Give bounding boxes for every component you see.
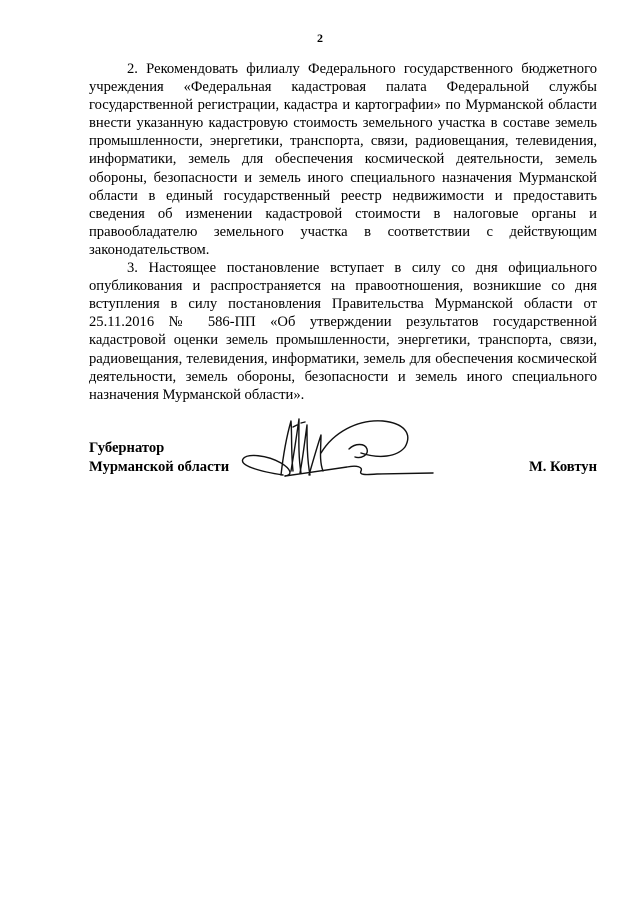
paragraph-2: 2. Рекомендовать филиалу Федерального государственного бюджетного учреждения «Федеральная кадастровая палата Федеральной службы государственной регистрации, кадастра и картографии» по Мурманской области внести указанную кадастровую стоимость земельного участка в составе земель промышленности, энергетики, транспорта, связи, радиовещания, телевидения, информатики, земель для обеспечения космической деятельности, земель обороны, безопасности и земель иного специального назначения Мурманской области в единый государственный реестр недвижимости и предоставить сведения об изменении кадастровой стоимости в налоговые органы и правообладателю земельного участка в соответствии с действующим законодательством.	[89, 61, 597, 258]
signer-position-line1: Губернатор	[89, 440, 165, 456]
signature-block	[89, 439, 597, 499]
signer-position	[89, 439, 229, 477]
signer-name: М. Ковтун	[528, 459, 597, 475]
handwritten-signature	[237, 413, 437, 493]
document-body	[89, 60, 597, 404]
paragraph-3: 3. Настоящее постановление вступает в силу со дня официального опубликования и распространяется на правоотношения, возникшие со дня вступления в силу постановления Правительства Мурманской области от 25.11.2016 № 586-ПП «Об утверждении результатов государственной кадастровой оценки земель промышленности, энергетики, транспорта, связи, радиовещания, телевидения, информатики, земель для обеспечения космической деятельности, земель обороны, безопасности и земель иного специального назначения Мурманской области».	[89, 260, 597, 403]
signer-position-line2: Мурманской области	[89, 459, 230, 475]
page-number: 2	[317, 31, 323, 45]
